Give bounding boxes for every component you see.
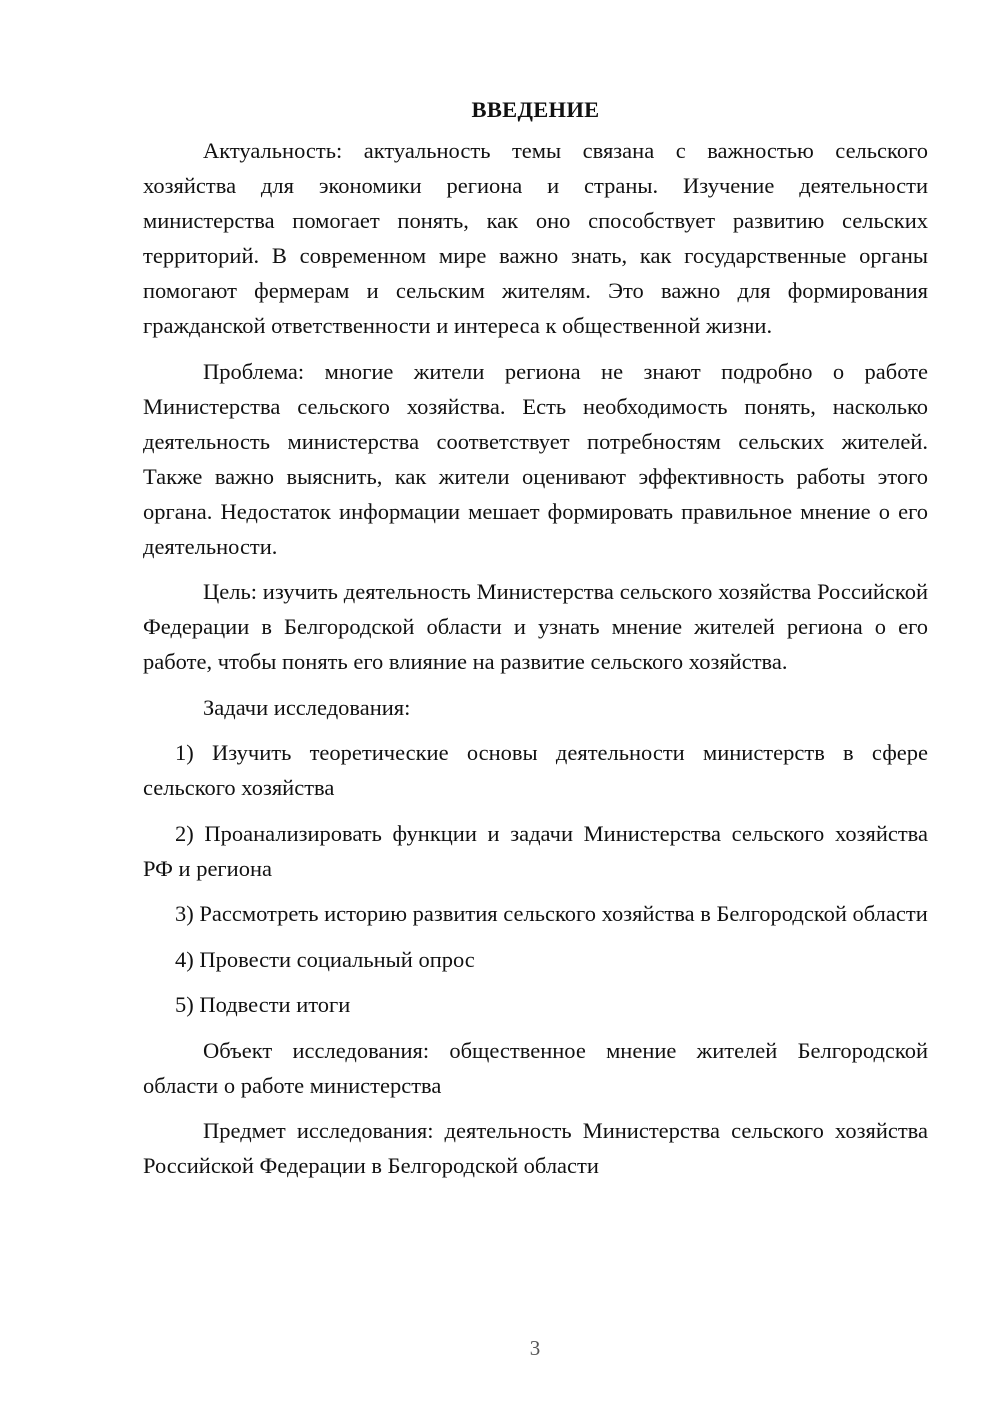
- tasks-heading: Задачи исследования:: [203, 694, 411, 720]
- problem-paragraph: Проблема: многие жители региона не знают подробно о работе Министерства сельского хозяйства. Есть необходимость понять, насколько деятельность министерства соответствует потребностям сельских жителей. Также важно выяснить, как жители оценивают эффективность работы этого органа. Недостаток информации мешает формировать правильное мнение о его деятельности.: [143, 358, 928, 559]
- relevance-paragraph: Актуальность: актуальность темы связана с важностью сельского хозяйства для экономики региона и страны. Изучение деятельности министерства помогает понять, как оно способствует развитию сельских территорий. В современном мире важно знать, как государственные органы помогают фермерам и сельским жителям. Это важно для формирования гражданской ответственности и интереса к общественной жизни.: [143, 138, 928, 338]
- goal-paragraph: Цель: изучить деятельность Министерства сельского хозяйства Российской Федерации в Белгородской области и узнать мнение жителей региона о его работе, чтобы понять его влияние на развитие сельского хозяйства.: [143, 579, 928, 674]
- page-content: [143, 92, 928, 1194]
- task-item-2: 2) Проанализировать функции и задачи Министерства сельского хозяйства РФ и региона: [143, 820, 928, 881]
- task-item-3: 3) Рассмотреть историю развития сельского хозяйства в Белгородской области: [175, 901, 928, 926]
- section-title: ВВЕДЕНИЕ: [471, 97, 600, 122]
- research-subject-paragraph: Предмет исследования: деятельность Министерства сельского хозяйства Российской Федерации в Белгородской области: [143, 1118, 928, 1178]
- page-number: 3: [529, 1336, 541, 1360]
- task-item-1: 1) Изучить теоретические основы деятельности министерств в сфере сельского хозяйства: [143, 740, 928, 800]
- task-item-4: 4) Провести социальный опрос: [175, 946, 475, 972]
- task-item-5: 5) Подвести итоги: [175, 992, 351, 1017]
- research-object-paragraph: Объект исследования: общественное мнение жителей Белгородской области о работе министерства: [143, 1037, 928, 1098]
